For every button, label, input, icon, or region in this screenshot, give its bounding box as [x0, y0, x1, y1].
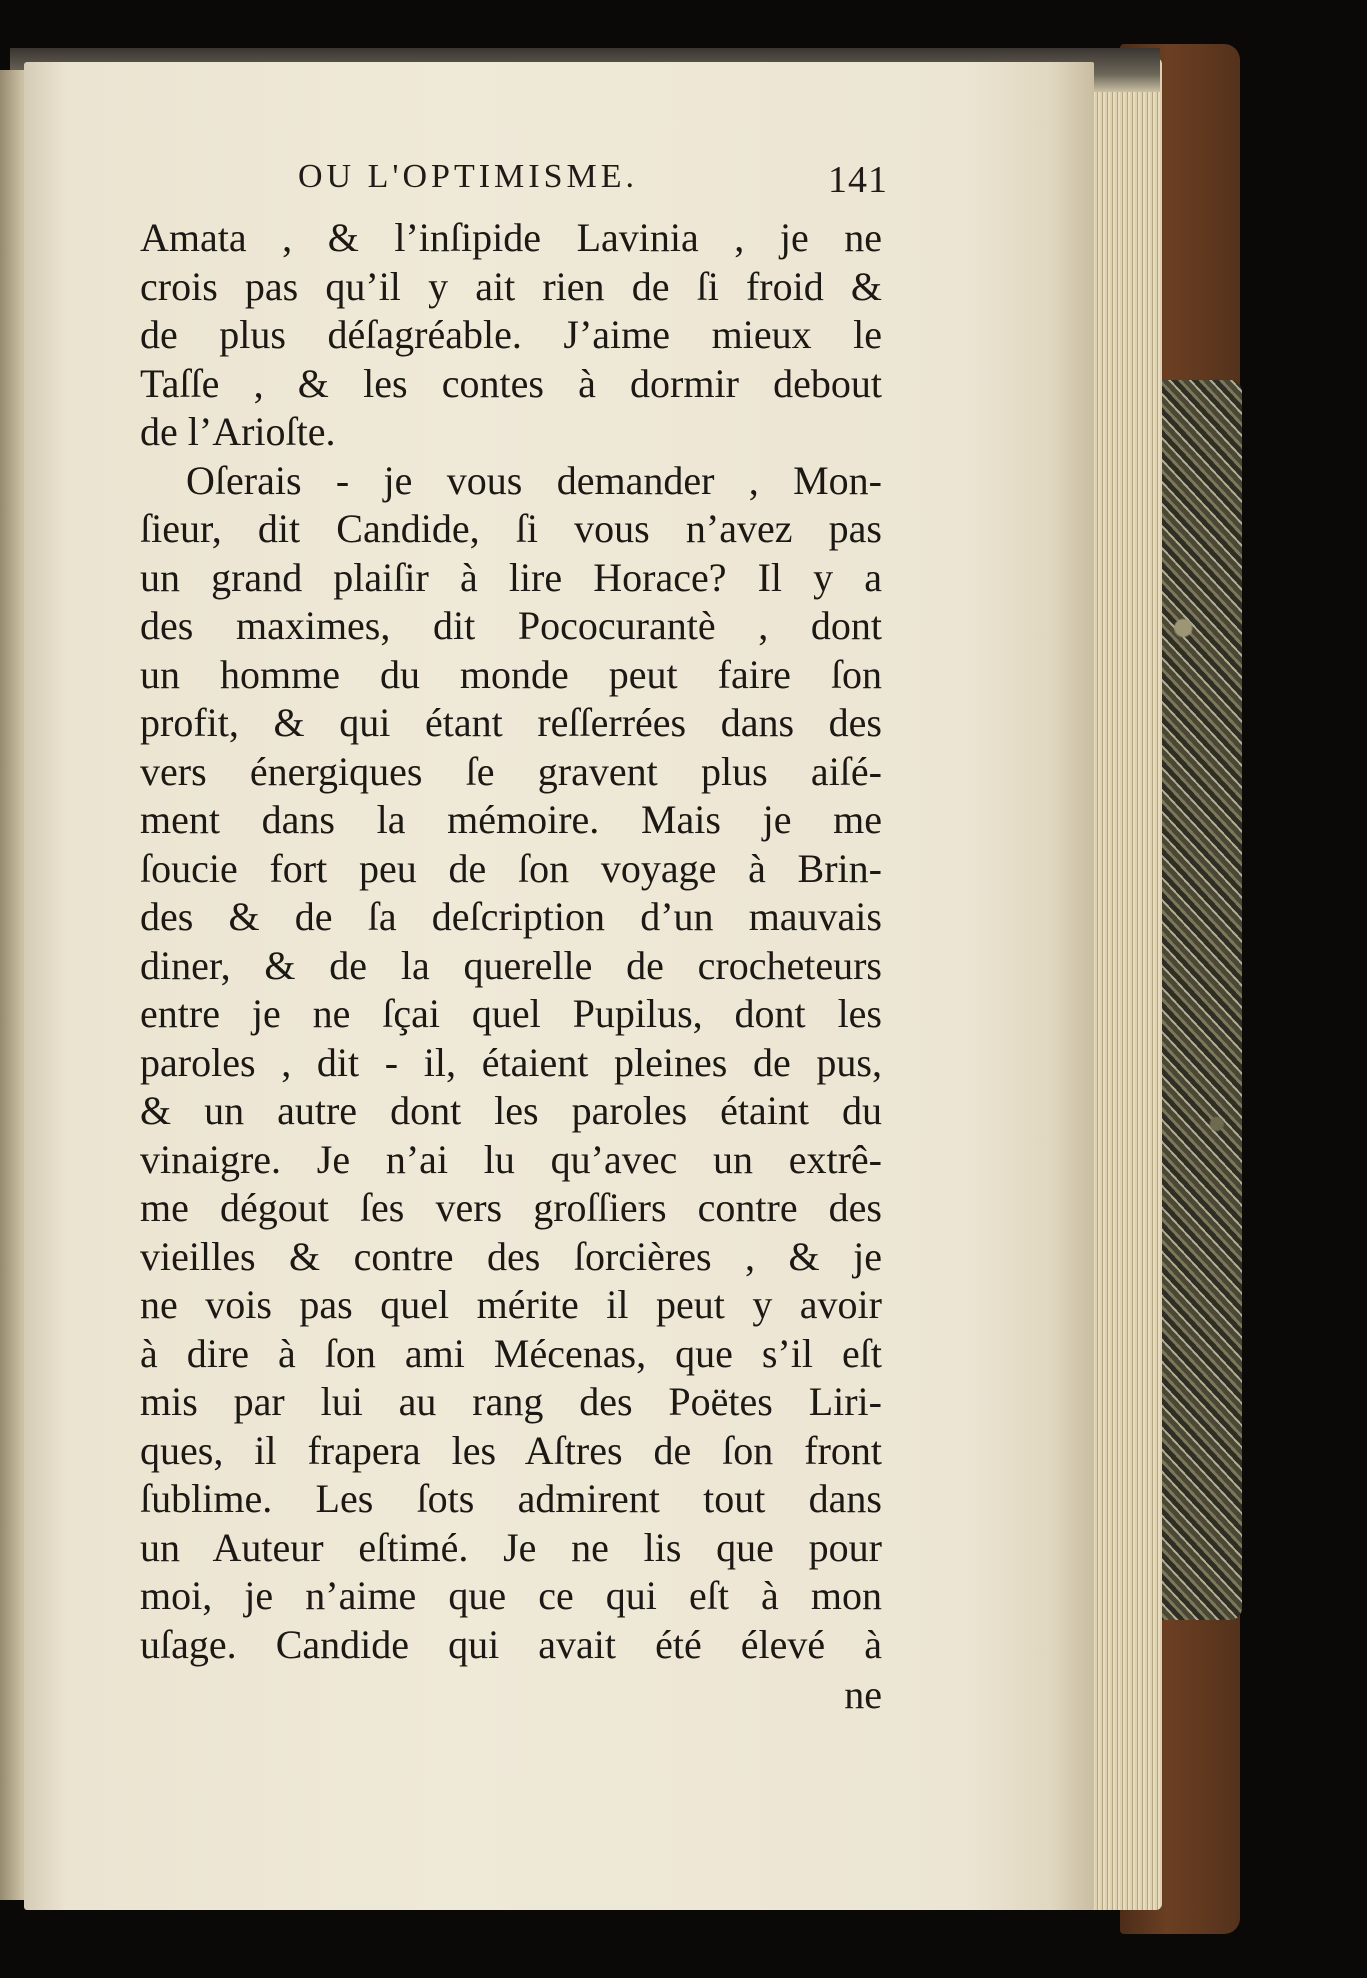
text-line: ſieur, dit Candide, ſi vous n’avez pas	[140, 506, 882, 551]
text-line: diner, & de la querelle de crocheteurs	[140, 942, 882, 988]
text-line: me dégout ſes vers groſſiers contre des	[140, 1185, 882, 1230]
text-line: un Auteur eſtimé. Je ne lis que pour	[140, 1524, 882, 1570]
text-line: à dire à ſon ami Mécenas, que s’il eſt	[140, 1330, 882, 1376]
text-line: vinaigre. Je n’ai lu qu’avec un extrê-	[140, 1136, 882, 1182]
book-cover-marbled-board	[1158, 380, 1242, 1620]
body-text	[140, 214, 882, 1720]
text-line: & un autre dont les paroles étaint du	[140, 1088, 882, 1133]
text-line: ment dans la mémoire. Mais je me	[140, 797, 882, 842]
page-header	[298, 158, 888, 208]
text-line: entre je ne ſçai quel Pupilus, dont les	[140, 991, 882, 1036]
text-line: ne vois pas quel mérite il peut y avoir	[140, 1282, 882, 1327]
text-line: un grand plaiſir à lire Horace? Il y a	[140, 554, 882, 600]
text-line: moi, je n’aime que ce qui eſt à mon	[140, 1573, 882, 1618]
running-title: OU L'OPTIMISME.	[298, 158, 639, 195]
text-line: des maximes, dit Pococurantè , dont	[140, 603, 882, 648]
text-line: un homme du monde peut faire ſon	[140, 651, 882, 697]
catchword: ne	[844, 1672, 882, 1717]
text-line: Taſſe , & les contes à dormir debout	[140, 360, 882, 406]
text-line: profit, & qui étant reſſerrées dans des	[140, 700, 882, 745]
text-line: des & de ſa deſcription d’un mauvais	[140, 894, 882, 939]
text-line: de l’Arioſte.	[140, 409, 336, 454]
text-line: Oſerais - je vous demander , Mon-	[186, 457, 882, 503]
text-line: crois pas qu’il y ait rien de ſi froid &	[140, 263, 882, 309]
text-line: ſublime. Les ſots admirent tout dans	[140, 1476, 882, 1521]
page-number: 141	[828, 159, 888, 201]
text-line: vers énergiques ſe gravent plus aiſé-	[140, 748, 882, 794]
text-line: ques, il frapera les Aſtres de ſon front	[140, 1427, 882, 1473]
text-line: vieilles & contre des ſorcières , & je	[140, 1233, 882, 1279]
text-line: ſoucie fort peu de ſon voyage à Brin-	[140, 845, 882, 891]
text-line: paroles , dit - il, étaient pleines de pus,	[140, 1039, 882, 1085]
text-line: de plus déſagréable. J’aime mieux le	[140, 312, 882, 357]
text-line: uſage. Candide qui avait été élevé à	[140, 1621, 882, 1667]
text-line: mis par lui au rang des Poëtes Liri-	[140, 1379, 882, 1424]
text-line: Amata , & l’inſipide Lavinia , je ne	[140, 215, 882, 260]
